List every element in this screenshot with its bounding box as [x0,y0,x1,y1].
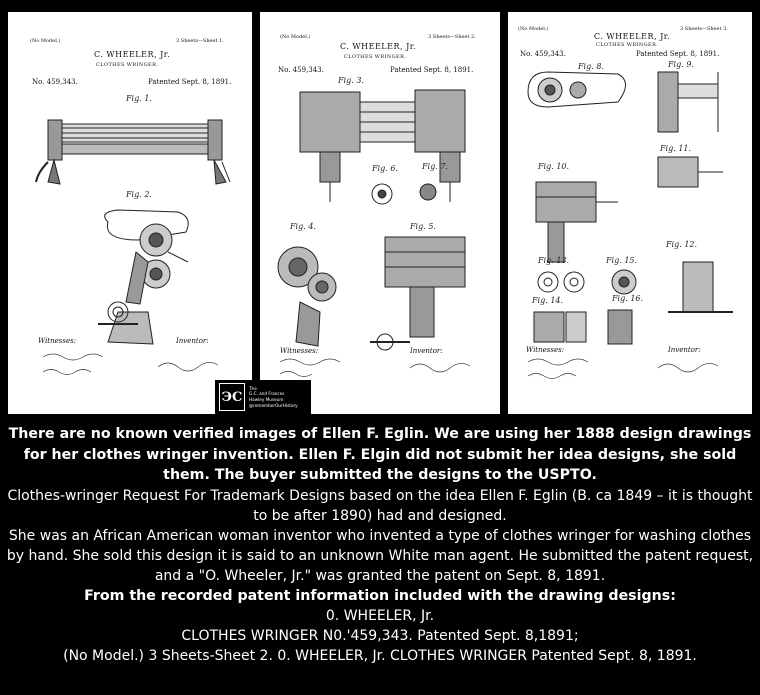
sheet-3-witnesses-label: Witnesses: [526,346,565,354]
sheet-1-model: (No Model.) [30,38,61,44]
sheet-1-patented: Patented Sept. 8, 1891. [148,78,232,86]
caption-intro: There are no known verified images of Ellen F. Eglin. We are using her 1888 design drawings for her clothes wringer invention. Ellen F. Elgin did not submit her idea designs, she sold them. The buyer submitted the designs to the USPTO. [8,426,752,483]
sheet-2-fig-6: Fig. 6. [372,164,398,173]
sheet-3-inventor-name: C. WHEELER, Jr. [594,32,671,41]
sheet-2-inventor-label: Inventor: [410,347,443,355]
museum-logo-icon: ЭC [219,383,245,411]
sheet-1-title: CLOTHES WRINGER. [96,62,159,68]
museum-logo-text [249,386,298,408]
sheet-2-title: CLOTHES WRINGER. [344,54,407,60]
sheet-2-patented: Patented Sept. 8, 1891. [390,66,474,74]
sheet-3-fig-16: Fig. 16. [612,294,644,303]
sheet-2-fig-5: Fig. 5. [410,222,436,231]
sheet-3-fig-8: Fig. 8. [578,62,604,71]
caption-paragraph-2: She was an African American woman inventor who invented a type of clothes wringer for washing clothes by hand. She sold this design it is said to an unknown White man agent. He submitted the patent request, and a "O. Wheeler, Jr." was granted the patent on Sept. 8, 1891. [6,527,754,584]
sheet-2-patent-no: No. 459,343. [278,66,324,74]
caption-line-1: 0. WHEELER, Jr. [325,607,435,624]
caption-paragraph-1: Clothes-wringer Request For Trademark Designs based on the idea Ellen F. Eglin (B. ca 1849 – it is thought to be after 1890) had and designed. [7,487,753,524]
sheet-3-fig-14: Fig. 14. [532,296,564,305]
sheet-3-fig-11: Fig. 11. [660,144,692,153]
sheet-2-fig-7: Fig. 7. [422,162,448,171]
sheet-1-fig-2: Fig. 2. [126,190,152,199]
sheet-3-patent-no: No. 459,343. [520,50,566,58]
sheet-3-inventor-label: Inventor: [668,346,701,354]
sheet-1-inventor-name: C. WHEELER, Jr. [94,50,171,59]
sheet-3-fig-9: Fig. 9. [668,60,694,69]
sheet-1-fig-1: Fig. 1. [126,94,152,103]
patent-sheet-3 [508,12,752,414]
museum-logo-line: The [249,385,257,391]
sheet-1-inventor-label: Inventor: [176,337,209,345]
sheet-2-sheets-label: 3 Sheets—Sheet 2. [428,34,476,40]
caption-line-3: (No Model.) 3 Sheets-Sheet 2. 0. WHEELER, Jr. CLOTHES WRINGER Patented Sept. 8, 1891. [63,647,697,664]
sheet-3-fig-10: Fig. 10. [538,162,570,171]
museum-logo-line: @rememberOurHistory [249,402,298,408]
museum-logo-line: G.C. and Frances [249,391,285,397]
sheet-3-fig-13: Fig. 13. [538,256,570,265]
sheet-3-fig-12: Fig. 12. [666,240,698,249]
sheet-3-model: (No Model.) [518,26,549,32]
caption-recorded-heading: From the recorded patent information included with the drawing designs: [84,587,676,604]
patent-sheet-1 [8,12,252,414]
museum-logo [215,380,311,414]
caption-line-2: CLOTHES WRINGER N0.'459,343. Patented Sept. 8,1891; [181,627,579,644]
sheet-2-witnesses-label: Witnesses: [280,347,319,355]
sheet-3-sheets-label: 3 Sheets—Sheet 3. [680,26,728,32]
sheet-2-fig-3: Fig. 3. [338,76,364,85]
sheet-2-inventor-name: C. WHEELER, Jr. [340,42,417,51]
sheet-1-patent-no: No. 459,343. [32,78,78,86]
sheet-3-title: CLOTHES WRINGER. [596,42,659,48]
sheet-3-fig-15: Fig. 15. [606,256,638,265]
patent-sheet-2 [260,12,500,414]
museum-logo-line: Hawley Museum [249,397,284,402]
sheet-1-sheets-label: 3 Sheets—Sheet 1. [176,38,224,44]
sheet-1-drawing [8,12,252,414]
sheet-2-fig-4: Fig. 4. [290,222,316,231]
sheet-1-witnesses-label: Witnesses: [38,337,77,345]
sheet-2-model: (No Model.) [280,34,311,40]
caption [0,424,760,666]
sheet-3-patented: Patented Sept. 8, 1891. [636,50,720,58]
